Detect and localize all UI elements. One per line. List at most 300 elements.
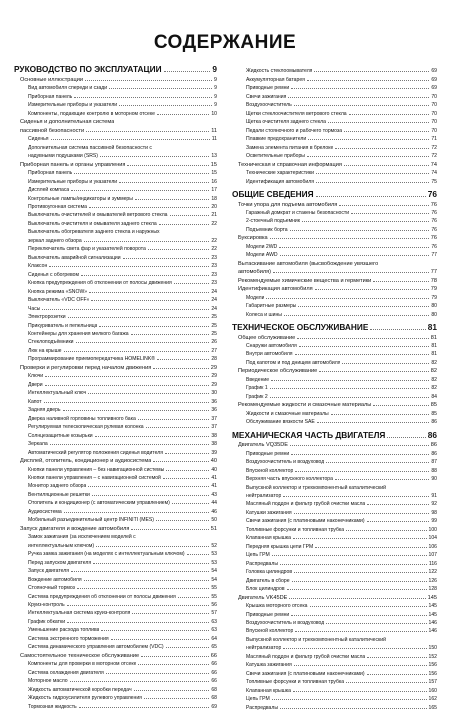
toc-entry[interactable] (14, 74, 217, 82)
toc-entry-title: Капот (28, 398, 42, 405)
dot-leader (315, 288, 429, 290)
toc-entry[interactable] (232, 702, 437, 710)
toc-page-number: 70 (431, 127, 437, 134)
dot-leader (319, 370, 429, 372)
toc-entry-title: Выключатель «VDC OFF» (28, 297, 90, 304)
toc-entry[interactable] (232, 208, 437, 216)
dot-leader (272, 554, 427, 556)
toc-entry[interactable] (232, 199, 437, 207)
toc-entry[interactable] (14, 557, 217, 565)
dot-leader (127, 164, 208, 166)
dot-leader (96, 545, 209, 547)
toc-entry-title: Распредвалы (246, 560, 279, 567)
toc-entry[interactable] (232, 357, 437, 365)
toc-entry[interactable] (232, 643, 437, 651)
toc-entry-title: Зеркала (28, 441, 48, 448)
toc-entry[interactable] (232, 91, 437, 99)
toc-entry[interactable] (14, 362, 217, 370)
toc-entry[interactable] (232, 417, 437, 425)
toc-entry-title: Выпускной коллектор и трехкомпонентный каталитический (246, 484, 386, 491)
toc-entry[interactable] (14, 269, 217, 277)
dot-leader (45, 384, 210, 386)
dot-leader (68, 316, 210, 318)
toc-entry[interactable] (14, 481, 217, 489)
toc-entry-title: Система динамического управления автомобилем (VDC) (28, 644, 164, 651)
toc-entry[interactable] (232, 474, 437, 482)
toc-entry[interactable] (232, 482, 437, 490)
toc-entry-title: Жидкость автоматической коробки передач (28, 686, 132, 693)
toc-page-number: 22 (211, 220, 217, 227)
toc-entry[interactable] (14, 278, 217, 286)
toc-entry[interactable] (232, 383, 437, 391)
toc-entry-title: Свечи зажигания (с платиновыми наконечниками) (246, 670, 365, 677)
toc-entry[interactable] (232, 626, 437, 634)
dot-leader (101, 629, 209, 631)
toc-entry[interactable] (14, 405, 217, 413)
toc-entry[interactable] (232, 491, 437, 499)
toc-entry[interactable] (14, 286, 217, 294)
toc-entry[interactable] (232, 250, 437, 258)
toc-page-number: 72 (431, 144, 437, 151)
toc-page-number: 55 (211, 593, 217, 600)
toc-entry-title: Отопитель и кондиционер (с автоматическим управлением) (28, 500, 170, 507)
toc-entry[interactable] (14, 388, 217, 396)
toc-page-number: 51 (210, 525, 217, 532)
toc-page-number: 74 (431, 170, 437, 177)
toc-entry[interactable] (14, 667, 217, 675)
toc-entry[interactable] (14, 473, 217, 481)
toc-entry[interactable] (14, 447, 217, 455)
toc-entry[interactable] (232, 440, 437, 448)
toc-section-heading[interactable] (232, 324, 437, 332)
toc-entry[interactable] (14, 574, 217, 582)
toc-entry[interactable] (14, 396, 217, 404)
toc-entry[interactable] (232, 332, 437, 340)
toc-entry[interactable] (232, 609, 437, 617)
dot-leader (295, 630, 426, 632)
toc-entry[interactable] (232, 507, 437, 515)
toc-entry[interactable] (232, 341, 437, 349)
toc-entry-title: Солнцезащитные козырьки (28, 432, 93, 439)
toc-entry[interactable] (232, 301, 437, 309)
toc-page-number: 87 (431, 459, 437, 466)
toc-entry[interactable] (14, 235, 217, 243)
toc-entry[interactable] (232, 634, 437, 642)
toc-entry-title: Дисплей компаса (28, 187, 70, 194)
toc-entry-title: нейтрализатор (246, 492, 282, 499)
dot-leader (100, 155, 209, 157)
toc-entry[interactable] (14, 202, 217, 210)
dot-leader (294, 571, 426, 573)
dot-leader (367, 673, 427, 675)
toc-page-number: 25 (211, 331, 217, 337)
toc-entry[interactable] (14, 337, 217, 345)
toc-entry[interactable] (14, 464, 217, 472)
toc-entry[interactable] (232, 567, 437, 575)
dot-leader (166, 469, 209, 471)
toc-entry[interactable] (14, 498, 217, 506)
dot-leader (293, 690, 427, 692)
toc-entry[interactable] (14, 616, 217, 624)
toc-entry[interactable] (232, 284, 437, 292)
toc-entry-title: Сиденья (28, 136, 49, 143)
toc-page-number: 152 (428, 653, 437, 660)
toc-page-number: 53 (211, 559, 217, 566)
toc-entry[interactable] (14, 117, 217, 125)
toc-page-number: 21 (211, 212, 217, 219)
dot-leader (290, 444, 429, 446)
toc-entry[interactable] (14, 540, 217, 548)
toc-entry[interactable] (232, 74, 437, 82)
toc-entry[interactable] (232, 677, 437, 685)
toc-page-number: 82 (431, 385, 437, 392)
toc-entry[interactable] (14, 312, 217, 320)
toc-entry[interactable] (14, 515, 217, 523)
dot-leader (123, 257, 210, 259)
toc-entry[interactable] (232, 275, 437, 283)
toc-entry[interactable] (14, 650, 217, 658)
dot-leader (88, 485, 209, 487)
toc-entry[interactable] (14, 633, 217, 641)
toc-page-number: 16 (211, 178, 217, 185)
toc-entry[interactable] (232, 391, 437, 399)
toc-page-number: 69 (431, 68, 437, 75)
toc-page-number: 88 (431, 467, 437, 474)
toc-page-number: 77 (430, 269, 437, 276)
toc-page-number: 53 (211, 551, 217, 558)
toc-page-number: 25 (211, 322, 217, 329)
toc-entry[interactable] (14, 142, 217, 150)
toc-entry-title: Ручка замка зажигания (на моделях с интеллектуальным ключом) (28, 551, 185, 558)
toc-page-number: 106 (428, 543, 437, 550)
toc-entry[interactable] (232, 224, 437, 232)
toc-entry[interactable] (232, 159, 437, 167)
toc-entry[interactable] (232, 668, 437, 676)
toc-page-number: 70 (431, 119, 437, 126)
toc-page-number: 79 (430, 286, 437, 293)
toc-entry[interactable] (14, 701, 217, 709)
toc-entry[interactable] (14, 345, 217, 353)
toc-entry[interactable] (14, 210, 217, 218)
dot-leader (131, 528, 208, 530)
toc-entry-title: Система охлаждения двигателя (28, 669, 104, 676)
toc-page-number: 66 (211, 678, 217, 685)
dot-leader (346, 681, 426, 683)
toc-page-number: 11 (211, 136, 217, 143)
toc-entry[interactable] (232, 168, 437, 176)
toc-entry[interactable] (232, 618, 437, 626)
toc-entry-title: Вентиляционные решетки (28, 491, 90, 498)
toc-entry[interactable] (232, 309, 437, 317)
toc-entry[interactable] (232, 524, 437, 532)
dot-leader (294, 512, 430, 514)
toc-entry-title: Жидкость стеклоомывателя (246, 68, 313, 75)
toc-page-number: 55 (211, 585, 217, 592)
toc-entry[interactable] (14, 566, 217, 574)
toc-entry[interactable] (14, 100, 217, 108)
toc-page-number: 13 (211, 153, 217, 160)
toc-entry-title: Кнопка предупреждения об отклонении от полосы движения (28, 280, 172, 287)
toc-entry[interactable] (232, 550, 437, 558)
toc-entry[interactable] (14, 303, 217, 311)
toc-entry[interactable] (232, 499, 437, 507)
dot-leader (310, 605, 427, 607)
toc-entry-title: Периодическое обслуживание (238, 368, 318, 375)
dot-leader (326, 622, 426, 624)
toc-entry[interactable] (14, 422, 217, 430)
toc-entry[interactable] (14, 134, 217, 142)
toc-entry[interactable] (14, 583, 217, 591)
toc-entry[interactable] (232, 457, 437, 465)
toc-page-number: 15 (210, 161, 217, 168)
toc-page-number: 128 (428, 586, 437, 593)
toc-page-number: 76 (431, 243, 437, 250)
toc-page-number: 122 (428, 569, 437, 576)
toc-entry[interactable] (232, 592, 437, 600)
dot-leader (297, 337, 429, 339)
toc-entry[interactable] (232, 685, 437, 693)
toc-page-number: 66 (211, 661, 217, 668)
dot-leader (138, 418, 210, 420)
toc-entry-title: Катушка зажигания (246, 662, 292, 669)
dot-leader (77, 587, 209, 589)
toc-entry-title: Электророзетки (28, 314, 66, 321)
toc-entry[interactable] (232, 400, 437, 408)
toc-entry[interactable] (232, 408, 437, 416)
toc-entry[interactable] (232, 575, 437, 583)
toc-page-number: 78 (430, 277, 437, 284)
toc-entry[interactable] (14, 185, 217, 193)
dot-leader (280, 563, 427, 565)
dot-leader (284, 314, 429, 316)
dot-leader (291, 453, 429, 455)
toc-entry[interactable] (14, 684, 217, 692)
toc-entry[interactable] (232, 366, 437, 374)
toc-entry[interactable] (232, 292, 437, 300)
toc-entry[interactable] (14, 549, 217, 557)
toc-page-number: 37 (211, 415, 217, 422)
toc-page-number: 69 (431, 76, 437, 83)
toc-page-number: 76 (430, 201, 437, 208)
toc-page-number: 76 (431, 226, 437, 233)
toc-column-right (232, 66, 437, 711)
toc-entry[interactable] (232, 108, 437, 116)
toc-entry[interactable] (14, 227, 217, 235)
toc-entry[interactable] (14, 252, 217, 260)
dot-leader (131, 333, 210, 335)
toc-page-number: 146 (428, 620, 437, 626)
toc-page-number: 30 (211, 390, 217, 397)
dot-leader (316, 181, 429, 183)
toc-entry[interactable] (232, 267, 437, 275)
toc-entry-title: Воздухоочиститель (246, 102, 292, 109)
toc-entry[interactable] (14, 506, 217, 514)
toc-page-number: 40 (210, 458, 217, 465)
toc-entry[interactable] (14, 693, 217, 701)
toc-entry[interactable] (232, 117, 437, 125)
toc-entry[interactable] (14, 456, 217, 464)
toc-page-number: 27 (211, 347, 217, 354)
toc-page-number: 81 (427, 323, 437, 333)
toc-page-number: 17 (211, 187, 217, 194)
toc-entry[interactable] (14, 91, 217, 99)
toc-entry[interactable] (232, 533, 437, 541)
toc-page-number: 38 (211, 432, 217, 439)
toc-page-number: 28 (211, 356, 217, 363)
dot-leader (70, 680, 210, 682)
toc-entry[interactable] (14, 354, 217, 362)
toc-entry-title: Рекомендуемые жидкости и смазочные материалы (238, 402, 372, 409)
toc-entry[interactable] (232, 465, 437, 473)
dot-leader (280, 707, 426, 709)
toc-page-number: 145 (427, 594, 437, 601)
toc-page-number: 10 (211, 110, 217, 117)
toc-entry[interactable] (232, 584, 437, 592)
toc-page-number: 52 (211, 542, 217, 549)
toc-entry[interactable] (14, 676, 217, 684)
toc-entry[interactable] (14, 642, 217, 650)
toc-entry[interactable] (14, 659, 217, 667)
toc-entry[interactable] (14, 329, 217, 337)
toc-entry-title: Автоматический регулятор положения сиденья водителя (28, 449, 163, 456)
toc-entry[interactable] (232, 66, 437, 74)
toc-entry[interactable] (14, 371, 217, 379)
toc-page-number: 71 (431, 136, 437, 143)
toc-entry[interactable] (232, 233, 437, 241)
toc-page-number: 9 (212, 66, 217, 75)
toc-entry-title: Приводные ремни (246, 85, 290, 92)
toc-entry[interactable] (232, 151, 437, 159)
toc-entry[interactable] (232, 541, 437, 549)
toc-entry-title: Впускной коллектор (246, 467, 294, 474)
toc-entry[interactable] (14, 600, 217, 608)
toc-entry[interactable] (232, 176, 437, 184)
dot-leader (307, 79, 429, 81)
toc-entry[interactable] (14, 523, 217, 531)
toc-entry[interactable] (14, 379, 217, 387)
toc-entry[interactable] (14, 125, 217, 133)
toc-entry[interactable] (232, 100, 437, 108)
toc-entry-title: Кнопки панели управления – с навигационной системой (28, 474, 161, 481)
toc-section-heading[interactable] (14, 66, 217, 74)
toc-entry-title: Дополнительная система пассивной безопасности с (28, 144, 152, 151)
toc-entry-title: Техническая и справочная информация (238, 161, 342, 168)
toc-entry[interactable] (14, 168, 217, 176)
toc-entry[interactable] (232, 125, 437, 133)
toc-entry[interactable] (14, 439, 217, 447)
toc-page-number: 77 (431, 252, 437, 259)
toc-entry[interactable] (232, 651, 437, 659)
toc-entry-title: График обкатки (28, 618, 66, 625)
toc-page-number: 91 (431, 492, 437, 499)
dot-leader (283, 647, 426, 649)
toc-entry[interactable] (14, 108, 217, 116)
toc-entry[interactable] (14, 176, 217, 184)
dot-leader (157, 358, 209, 360)
toc-entry[interactable] (14, 625, 217, 633)
toc-entry[interactable] (232, 448, 437, 456)
dot-leader (373, 404, 428, 406)
dot-leader (178, 596, 210, 598)
toc-entry[interactable] (14, 159, 217, 167)
toc-entry[interactable] (232, 349, 437, 357)
toc-entry[interactable] (232, 660, 437, 668)
toc-entry[interactable] (232, 374, 437, 382)
toc-entry[interactable] (14, 591, 217, 599)
toc-entry[interactable] (232, 134, 437, 142)
toc-section-heading[interactable] (232, 431, 437, 439)
toc-page-number: 22 (211, 246, 217, 253)
toc-page-number: 81 (431, 351, 437, 358)
toc-entry-title: Клапанная крышка (246, 687, 291, 694)
toc-entry[interactable] (232, 601, 437, 609)
toc-entry[interactable] (232, 694, 437, 702)
toc-entry[interactable] (232, 558, 437, 566)
toc-entry[interactable] (14, 244, 217, 252)
toc-entry[interactable] (14, 489, 217, 497)
toc-entry-title: Идентификация автомобиля (238, 286, 313, 293)
toc-entry[interactable] (232, 83, 437, 91)
toc-entry-title: Колеса и шины (246, 311, 282, 318)
dot-leader (84, 240, 210, 242)
toc-entry-title: Задняя дверь (28, 407, 61, 414)
toc-entry[interactable] (232, 241, 437, 249)
toc-entry-title: График 2 (246, 393, 268, 400)
dot-leader (271, 379, 429, 381)
toc-entry[interactable] (14, 532, 217, 540)
toc-entry[interactable] (14, 320, 217, 328)
toc-entry[interactable] (232, 258, 437, 266)
toc-entry[interactable] (14, 151, 217, 159)
dot-leader (387, 436, 425, 438)
toc-entry-title: Воздухоочиститель и воздуховод (246, 459, 325, 466)
toc-page-number: 145 (428, 603, 437, 610)
toc-page-number: 70 (431, 102, 437, 109)
toc-entry[interactable] (14, 608, 217, 616)
toc-entry[interactable] (14, 413, 217, 421)
toc-entry-title: Обслуживание вязкости SAE (246, 419, 315, 426)
toc-page-number: 44 (211, 500, 217, 507)
toc-entry-title: Стеклоподъёмники (28, 339, 74, 346)
toc-entry-title: Свечи зажигания (с платиновыми наконечниками) (246, 518, 365, 525)
toc-page-number: 162 (428, 696, 437, 703)
toc-page-number: 36 (211, 407, 217, 414)
dot-leader (270, 237, 429, 239)
toc-section-heading[interactable] (232, 191, 437, 199)
toc-entry[interactable] (232, 142, 437, 150)
toc-entry-title: Катушки зажигания (246, 509, 292, 516)
dot-leader (373, 280, 428, 282)
toc-page-number: 18 (211, 195, 217, 202)
toc-entry[interactable] (14, 193, 217, 201)
toc-entry[interactable] (14, 83, 217, 91)
toc-entry[interactable] (14, 430, 217, 438)
dot-leader (93, 562, 209, 564)
toc-entry[interactable] (232, 516, 437, 524)
dot-leader (367, 503, 429, 505)
dot-leader (76, 341, 210, 343)
toc-entry[interactable] (232, 216, 437, 224)
dot-leader (146, 426, 210, 428)
dot-leader (314, 70, 429, 72)
dot-leader (293, 537, 427, 539)
toc-entry[interactable] (14, 261, 217, 269)
toc-entry[interactable] (14, 218, 217, 226)
dot-leader (331, 413, 430, 415)
dot-leader (270, 387, 430, 389)
dot-leader (159, 223, 210, 225)
toc-entry[interactable] (14, 295, 217, 303)
